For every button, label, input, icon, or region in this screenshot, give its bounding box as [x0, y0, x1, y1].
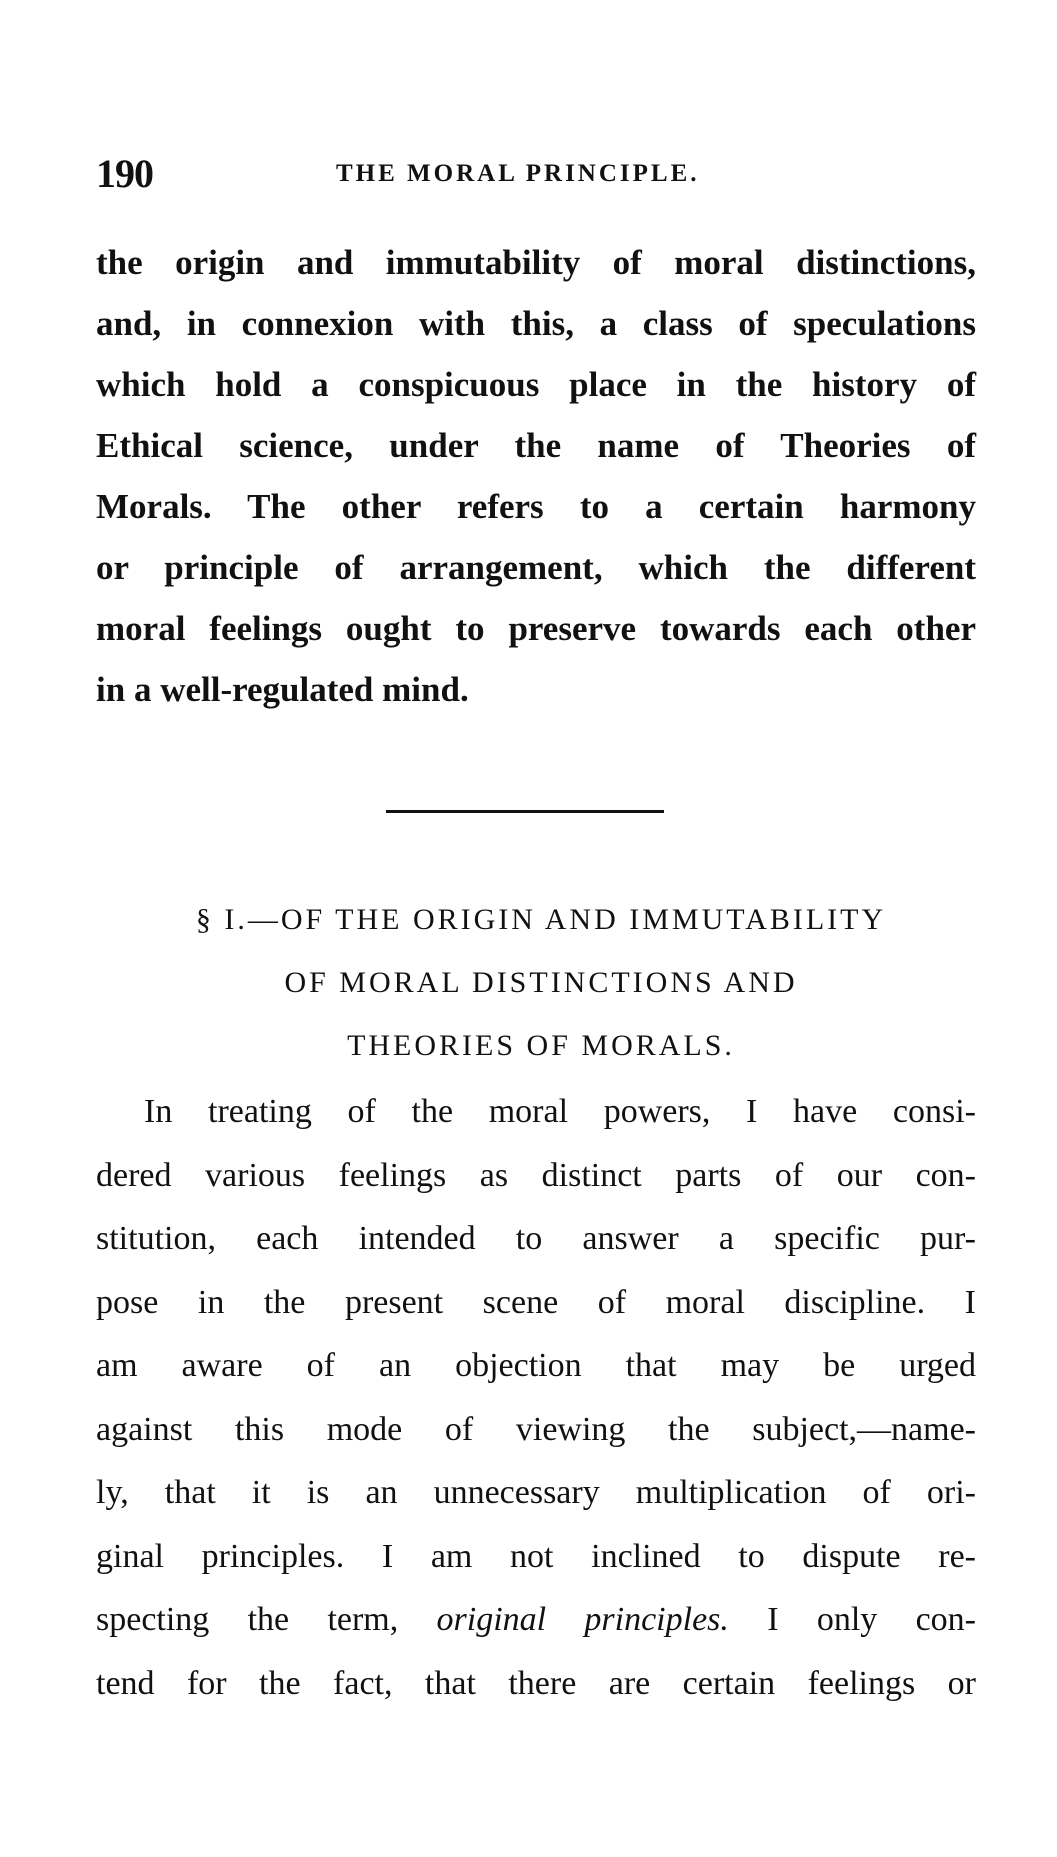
text-line-with-italic — [96, 1588, 976, 1652]
body-paragraph — [96, 1080, 976, 1715]
section-heading-line: THEORIES OF MORALS. — [347, 1029, 735, 1062]
section-heading-line: OF MORAL DISTINCTIONS AND — [284, 966, 798, 999]
text-line: Ethical science, under the name of Theories of — [96, 426, 976, 465]
text-line: am aware of an objection that may be urged — [96, 1347, 976, 1384]
text-line: or principle of arrangement, which the different — [96, 548, 976, 587]
text-line: Morals. The other refers to a certain harmony — [96, 487, 976, 526]
text-line: moral feelings ought to preserve towards each other — [96, 609, 976, 648]
body-paragraph-continued — [96, 232, 976, 720]
text-line: in a well-regulated mind. — [96, 670, 469, 709]
text-line: against this mode of viewing the subject,—name- — [96, 1410, 976, 1448]
section-heading — [96, 888, 986, 1077]
italic-term: original principles. — [436, 1601, 729, 1638]
section-divider-rule — [386, 810, 664, 813]
text-line: which hold a conspicuous place in the history of — [96, 365, 976, 404]
text-line: and, in connexion with this, a class of speculations — [96, 304, 976, 343]
page-number: 190 — [96, 151, 153, 196]
text-line: ly, that it is an unnecessary multiplication of ori- — [96, 1474, 976, 1511]
text-segment: specting the term, — [96, 1601, 437, 1638]
section-heading-line: § I.—OF THE ORIGIN AND IMMUTABILITY — [195, 903, 887, 936]
text-segment: I only con- — [728, 1601, 976, 1638]
text-line: the origin and immutability of moral distinctions, — [96, 243, 976, 282]
text-line: stitution, each intended to answer a specific pur- — [96, 1220, 976, 1257]
text-line: ginal principles. I am not inclined to dispute re- — [96, 1537, 976, 1575]
running-head — [96, 150, 976, 200]
text-line: dered various feelings as distinct parts of our con- — [96, 1156, 976, 1194]
running-title: THE MORAL PRINCIPLE. — [336, 160, 700, 187]
text-line: pose in the present scene of moral discipline. I — [96, 1283, 976, 1321]
text-line: In treating of the moral powers, I have consi- — [144, 1093, 976, 1130]
text-line: tend for the fact, that there are certain feelings or — [96, 1664, 976, 1702]
